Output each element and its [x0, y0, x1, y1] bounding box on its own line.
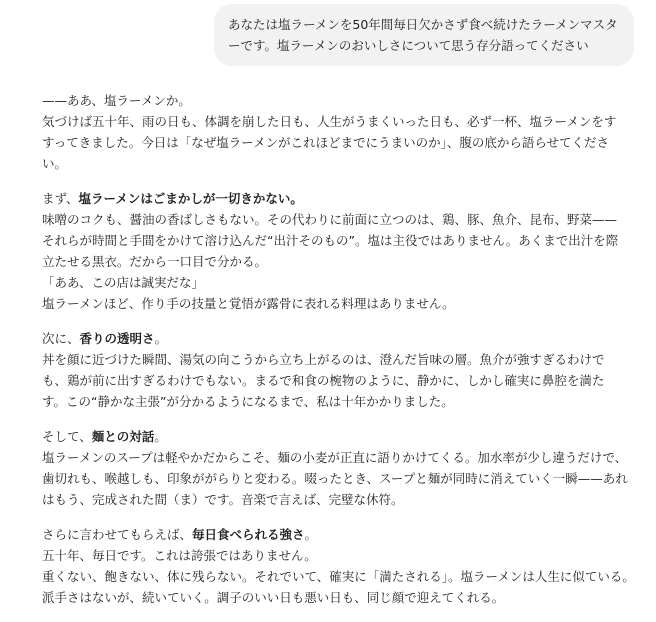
paragraph-line: 味噌のコクも、醤油の香ばしさもない。その代わりに前面に立つのは、鶏、豚、魚介、昆布、野菜——それらが時間と手間をかけて溶け込んだ“出汁そのもの”。塩は主役ではありません。あくまで出汁を際立たせる黒衣。だから一口目で分かる。 — [42, 212, 619, 269]
bold-heading: 香りの透明さ — [79, 331, 155, 346]
user-message-text: あなたは塩ラーメンを50年間毎日欠かさず食べ続けたラーメンマスターです。塩ラーメンのおいしさについて思う存分語ってください — [228, 17, 618, 53]
assistant-paragraph-intro — [42, 90, 628, 174]
heading-prefix: そして、 — [42, 429, 92, 444]
heading-suffix: 。 — [154, 331, 168, 346]
bold-heading: 塩ラーメンはごまかしが一切きかない。 — [78, 191, 303, 206]
heading-prefix: 次に、 — [42, 331, 80, 346]
paragraph-heading-line — [42, 328, 628, 349]
assistant-paragraph-no-cheating — [42, 188, 628, 314]
paragraph-line: 丼を顔に近づけた瞬間、湯気の向こうから立ち上がるのは、澄んだ旨味の層。魚介が強すぎるわけでも、鶏が前に出すぎるわけでもない。まるで和食の椀物のように、静かに、しかし確実に鼻腔を満たす。この“静かな主張”が分かるようになるまで、私は十年かかりました。 — [42, 352, 605, 409]
paragraph-heading-line — [42, 426, 628, 447]
paragraph-line: 五十年、毎日です。これは誇張ではありません。 — [42, 548, 317, 563]
heading-suffix: 。 — [154, 429, 167, 444]
paragraph-line: 気づけば五十年、雨の日も、体調を崩した日も、人生がうまくいった日も、必ず一杯、塩ラーメンをすすってきました。今日は「なぜ塩ラーメンがこれほどまでにうまいのか」、腹の底から語らせてください。 — [42, 114, 617, 171]
assistant-paragraph-everyday — [42, 524, 635, 608]
paragraph-heading-line — [42, 188, 628, 209]
heading-prefix: さらに言わせてもらえば、 — [42, 527, 193, 542]
paragraph-line: 重くない、飽きない、体に残らない。それでいて、確実に「満たされる」。塩ラーメンは人生に似ている。 — [42, 569, 635, 584]
bold-heading: 毎日食べられる強さ — [192, 527, 305, 542]
paragraph-heading-line — [42, 524, 628, 545]
user-message-bubble — [214, 4, 634, 66]
paragraph-line: 派手さはないが、続いていく。調子のいい日も悪い日も、同じ顔で迎えてくれる。 — [42, 590, 505, 605]
paragraph-line: 塩ラーメンほど、作り手の技量と覚悟が露骨に表れる料理はありません。 — [42, 296, 455, 311]
heading-suffix: 。 — [304, 527, 318, 542]
bold-heading: 麺との対話 — [91, 429, 155, 444]
heading-prefix: まず、 — [42, 191, 79, 206]
paragraph-line: 塩ラーメンのスープは軽やかだからこそ、麺の小麦が正直に語りかけてくる。加水率が少し違うだけで、歯切れも、喉越しも、印象ががらりと変わる。啜ったとき、スープと麺が同時に消えていく一瞬——あれはもう、完成された間（ま）です。音楽で言えば、完璧な休符。 — [42, 450, 628, 507]
paragraph-line: ——ああ、塩ラーメンか。 — [42, 93, 191, 108]
assistant-paragraph-noodles — [42, 426, 628, 510]
assistant-paragraph-aroma — [42, 328, 628, 412]
paragraph-line: 「ああ、この店は誠実だな」 — [42, 275, 205, 290]
assistant-message — [42, 90, 635, 622]
